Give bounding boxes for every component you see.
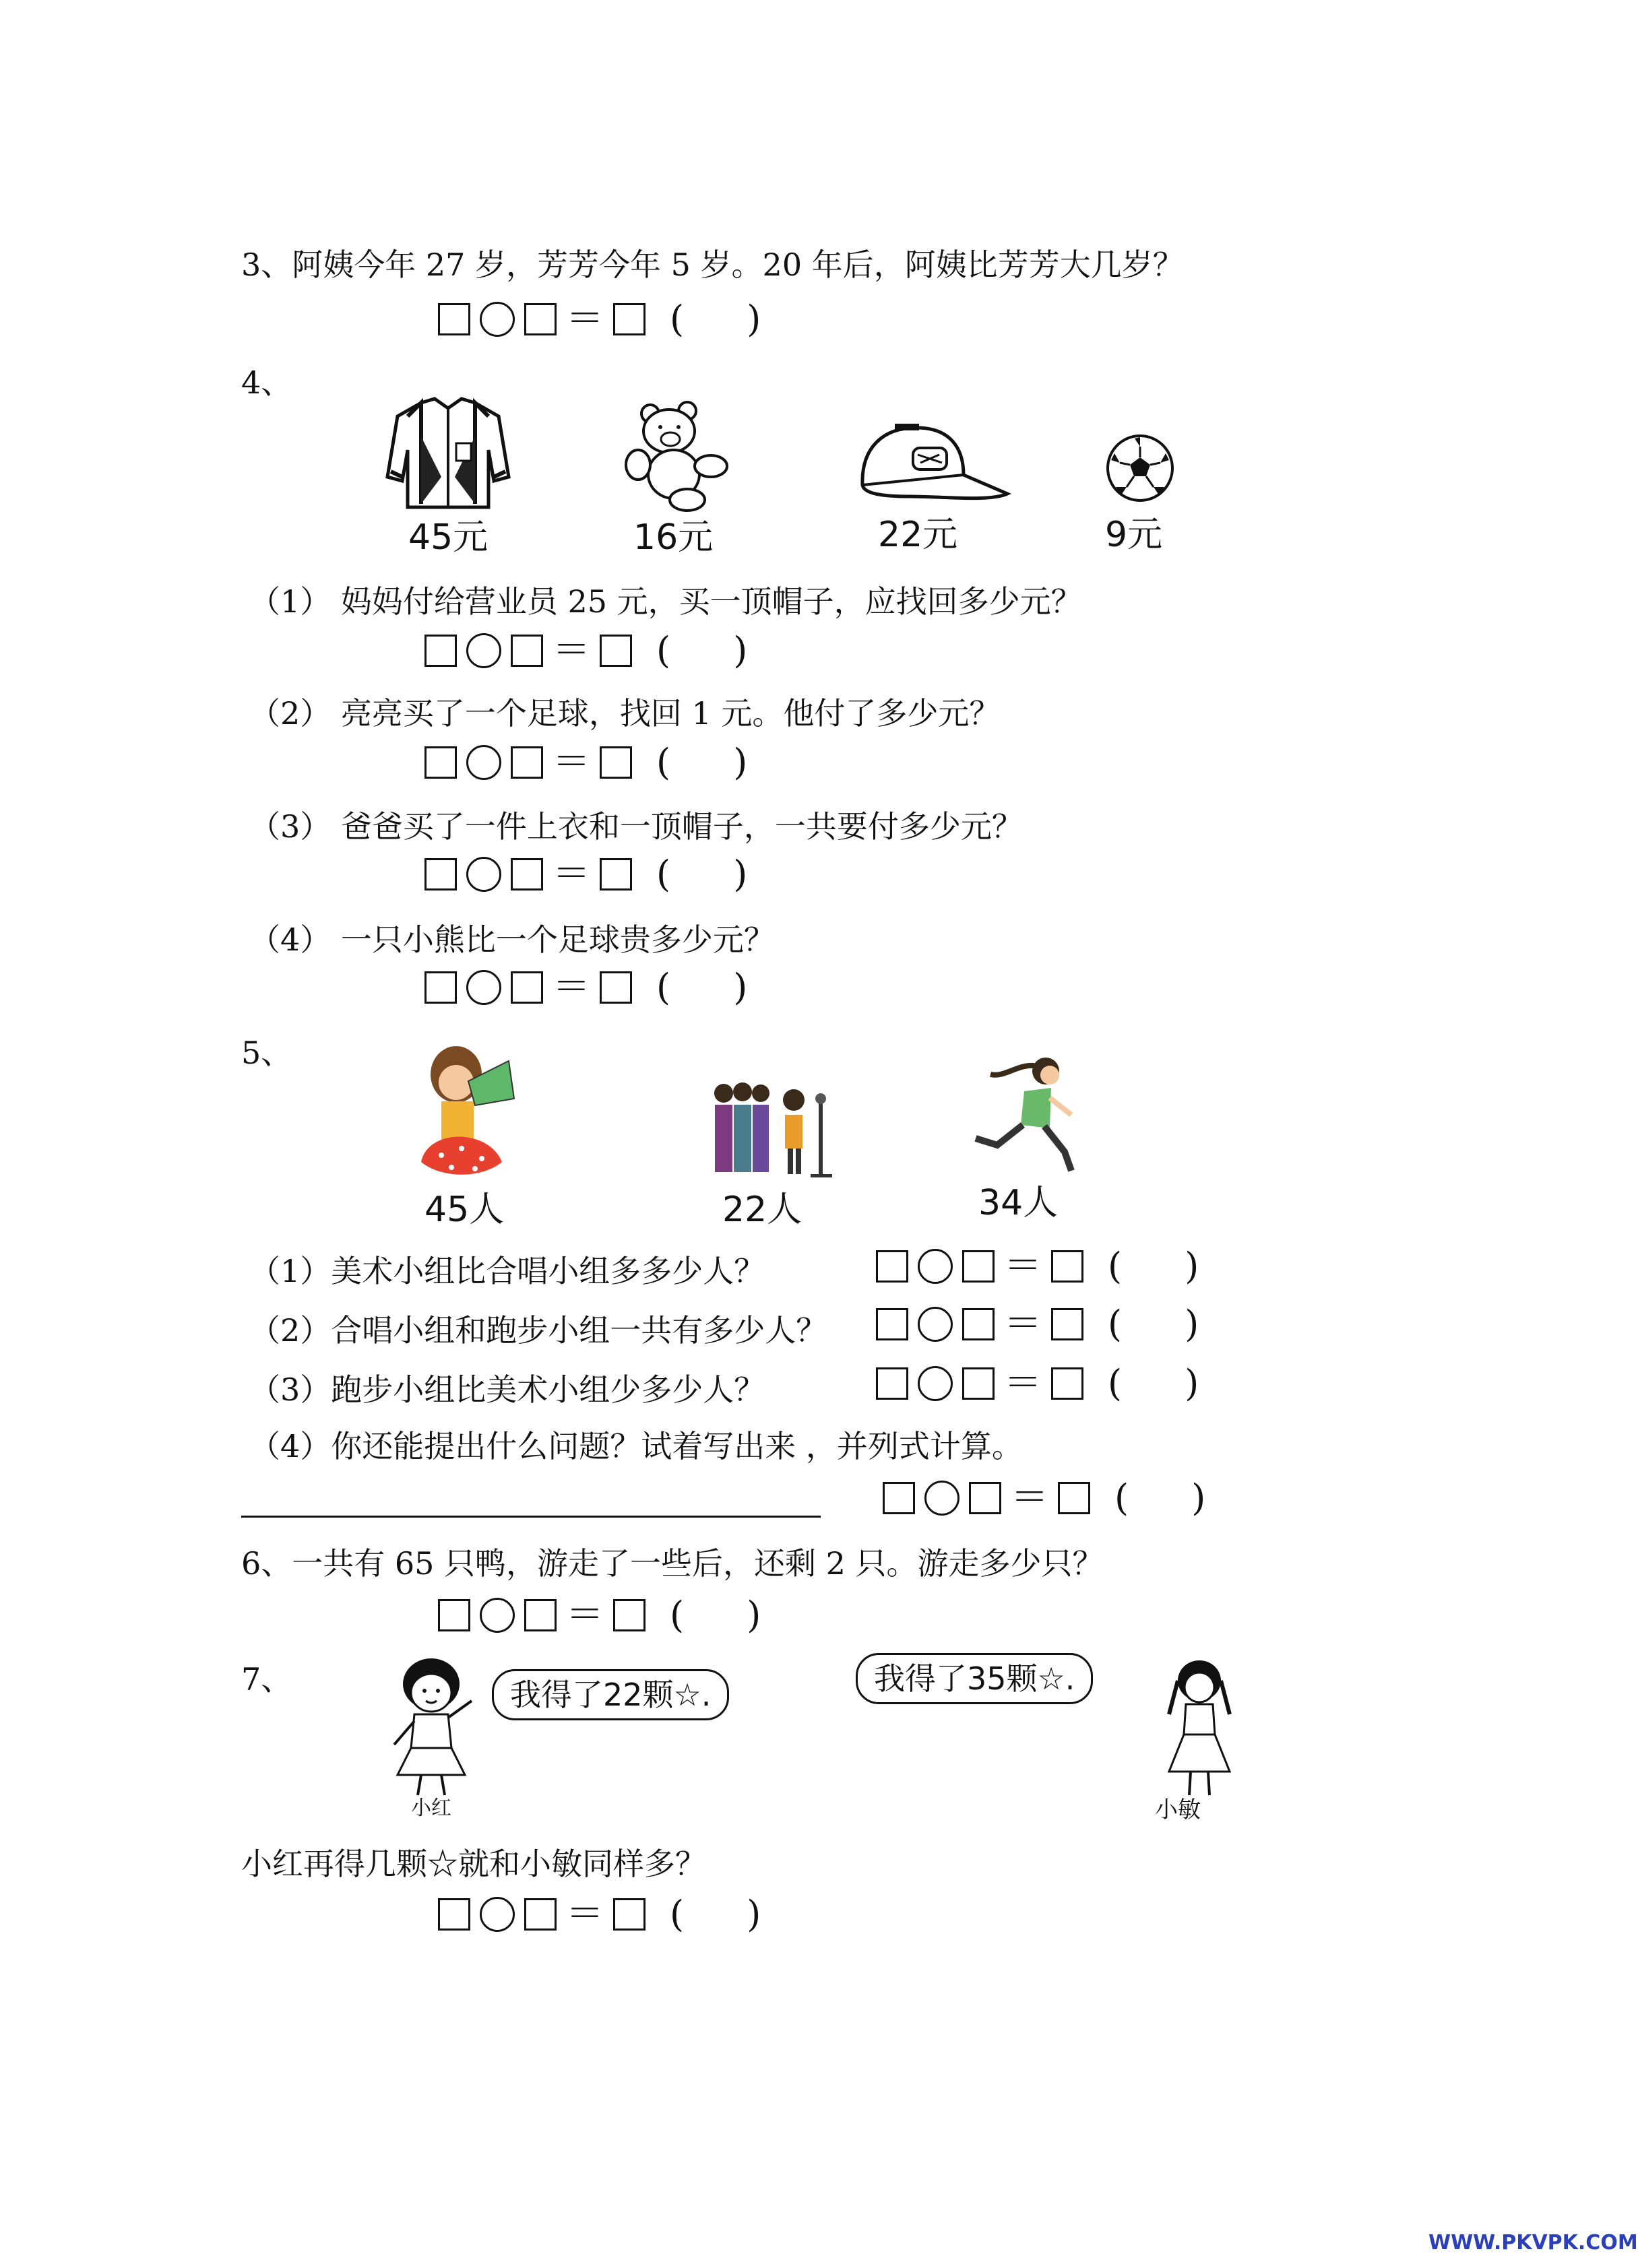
answer-box[interactable] bbox=[524, 1599, 557, 1631]
choir-icon bbox=[711, 1074, 856, 1179]
soccer-ball-icon bbox=[1105, 433, 1175, 503]
answer-equation-q4-1 bbox=[424, 630, 773, 671]
question-5-2-text: （2）合唱小组和跑步小组一共有多少人？ bbox=[249, 1312, 827, 1349]
unit-parentheses[interactable]: ( ) bbox=[1114, 1477, 1232, 1519]
answer-box[interactable] bbox=[876, 1250, 908, 1283]
answer-equation-q5-3 bbox=[876, 1363, 1224, 1404]
answer-box[interactable] bbox=[969, 1482, 1001, 1514]
answer-box[interactable] bbox=[511, 858, 543, 890]
operator-circle[interactable] bbox=[918, 1307, 953, 1342]
unit-parentheses[interactable]: ( ) bbox=[1108, 1245, 1225, 1287]
xiaohong-girl-icon bbox=[377, 1654, 485, 1799]
question-5-4-text: （4）你还能提出什么问题？试着写出来 ，并列式计算。 bbox=[249, 1428, 1023, 1464]
operator-circle[interactable] bbox=[480, 1897, 515, 1932]
name-label-xiaohong: 小红 bbox=[411, 1796, 451, 1820]
answer-box[interactable] bbox=[600, 746, 632, 779]
price-jacket: 45元 bbox=[408, 517, 489, 558]
answer-equation-q7 bbox=[438, 1894, 786, 1935]
equals-sign: ＝ bbox=[553, 965, 590, 1009]
question-5-label: 5、 bbox=[241, 1035, 292, 1071]
teddy-bear-icon bbox=[623, 399, 738, 513]
answer-equation-q4-2 bbox=[424, 742, 773, 783]
unit-parentheses[interactable]: ( ) bbox=[1108, 1362, 1225, 1404]
answer-box[interactable] bbox=[438, 1898, 470, 1931]
answer-equation-q5-2 bbox=[876, 1304, 1224, 1344]
answer-box[interactable] bbox=[1051, 1308, 1083, 1340]
question-4-3-text: （3） 爸爸买了一件上衣和一顶帽子，一共要付多少元？ bbox=[249, 808, 1023, 845]
speech-bubble-xiaohong: 我得了22颗☆. bbox=[492, 1669, 729, 1720]
answer-box[interactable] bbox=[511, 971, 543, 1004]
question-3-text: 3、阿姨今年 27 岁，芳芳今年 5 岁。20 年后，阿姨比芳芳大几岁？ bbox=[241, 247, 1184, 283]
unit-parentheses[interactable]: ( ) bbox=[656, 853, 774, 895]
answer-box[interactable] bbox=[511, 746, 543, 779]
operator-circle[interactable] bbox=[466, 970, 501, 1005]
equals-sign: ＝ bbox=[566, 297, 604, 341]
price-teddy-bear: 16元 bbox=[633, 517, 714, 558]
question-7-text: 小红再得几颗☆就和小敏同样多？ bbox=[241, 1846, 706, 1882]
equals-sign: ＝ bbox=[553, 852, 590, 896]
answer-box[interactable] bbox=[424, 858, 457, 890]
equals-sign: ＝ bbox=[566, 1892, 604, 1936]
operator-circle[interactable] bbox=[480, 302, 515, 337]
name-label-xiaomin: 小敏 bbox=[1155, 1796, 1201, 1823]
count-choir-group: 22人 bbox=[722, 1190, 802, 1230]
equals-sign: ＝ bbox=[1004, 1244, 1042, 1288]
price-soccer-ball: 9元 bbox=[1105, 515, 1163, 555]
jacket-icon bbox=[381, 396, 515, 511]
operator-circle[interactable] bbox=[918, 1366, 953, 1401]
operator-circle[interactable] bbox=[466, 857, 501, 892]
answer-equation-q5-1 bbox=[876, 1246, 1224, 1287]
answer-box[interactable] bbox=[876, 1367, 908, 1400]
unit-parentheses[interactable]: ( ) bbox=[656, 741, 774, 783]
question-4-label: 4、 bbox=[241, 364, 292, 401]
equals-sign: ＝ bbox=[553, 628, 590, 672]
answer-box[interactable] bbox=[600, 858, 632, 890]
operator-circle[interactable] bbox=[924, 1481, 959, 1516]
count-art-group: 45人 bbox=[424, 1190, 505, 1230]
question-5-3-text: （3）跑步小组比美术小组少多少人？ bbox=[249, 1371, 765, 1408]
cap-icon bbox=[856, 421, 1011, 505]
answer-box[interactable] bbox=[438, 1599, 470, 1631]
equals-sign: ＝ bbox=[553, 740, 590, 784]
question-4-2-text: （2） 亮亮买了一个足球，找回 1 元。他付了多少元？ bbox=[249, 695, 1001, 732]
question-4-1-text: （1） 妈妈付给营业员 25 元，买一顶帽子，应找回多少元？ bbox=[249, 583, 1082, 620]
footer-url: WWW.PKVPK.COM bbox=[1428, 2231, 1638, 2255]
answer-equation-q4-3 bbox=[424, 854, 773, 895]
operator-circle[interactable] bbox=[480, 1598, 515, 1633]
answer-box[interactable] bbox=[424, 971, 457, 1004]
equals-sign: ＝ bbox=[566, 1593, 604, 1637]
unit-parentheses[interactable]: ( ) bbox=[1108, 1303, 1225, 1345]
answer-box[interactable] bbox=[424, 746, 457, 779]
operator-circle[interactable] bbox=[466, 633, 501, 668]
unit-parentheses[interactable]: ( ) bbox=[656, 966, 774, 1008]
unit-parentheses[interactable]: ( ) bbox=[670, 298, 787, 340]
speech-bubble-xiaomin: 我得了35颗☆. bbox=[856, 1653, 1093, 1704]
answer-box[interactable] bbox=[883, 1482, 915, 1514]
write-question-line[interactable] bbox=[241, 1516, 821, 1518]
running-girl-icon bbox=[970, 1051, 1085, 1175]
price-cap: 22元 bbox=[878, 515, 958, 555]
equals-sign: ＝ bbox=[1011, 1476, 1048, 1520]
answer-box[interactable] bbox=[613, 1898, 645, 1931]
answer-box[interactable] bbox=[962, 1250, 995, 1283]
answer-box[interactable] bbox=[962, 1367, 995, 1400]
xiaomin-girl-icon bbox=[1156, 1654, 1243, 1799]
answer-equation-q6 bbox=[438, 1595, 786, 1635]
art-girl-icon bbox=[408, 1041, 522, 1189]
answer-box[interactable] bbox=[511, 635, 543, 667]
operator-circle[interactable] bbox=[466, 745, 501, 780]
unit-parentheses[interactable]: ( ) bbox=[656, 629, 774, 672]
answer-box[interactable] bbox=[613, 303, 645, 335]
answer-box[interactable] bbox=[600, 635, 632, 667]
unit-parentheses[interactable]: ( ) bbox=[670, 1893, 787, 1935]
count-running-group: 34人 bbox=[978, 1183, 1059, 1223]
question-6-text: 6、一共有 65 只鸭，游走了一些后，还剩 2 只。游走多少只？ bbox=[241, 1545, 1104, 1582]
question-7-label: 7、 bbox=[241, 1661, 292, 1697]
answer-box[interactable] bbox=[600, 971, 632, 1004]
answer-equation-q3 bbox=[438, 299, 786, 339]
answer-box[interactable] bbox=[1051, 1367, 1083, 1400]
answer-equation-q5-4 bbox=[883, 1478, 1231, 1518]
question-5-1-text: （1）美术小组比合唱小组多多少人？ bbox=[249, 1253, 765, 1289]
answer-equation-q4-4 bbox=[424, 967, 773, 1008]
equals-sign: ＝ bbox=[1004, 1361, 1042, 1405]
unit-parentheses[interactable]: ( ) bbox=[670, 1594, 787, 1636]
answer-box[interactable] bbox=[962, 1308, 995, 1340]
answer-box[interactable] bbox=[1051, 1250, 1083, 1283]
answer-box[interactable] bbox=[524, 1898, 557, 1931]
answer-box[interactable] bbox=[613, 1599, 645, 1631]
answer-box[interactable] bbox=[524, 303, 557, 335]
question-4-4-text: （4） 一只小熊比一个足球贵多少元？ bbox=[249, 921, 775, 958]
answer-box[interactable] bbox=[438, 303, 470, 335]
answer-box[interactable] bbox=[1058, 1482, 1090, 1514]
operator-circle[interactable] bbox=[918, 1249, 953, 1284]
answer-box[interactable] bbox=[876, 1308, 908, 1340]
equals-sign: ＝ bbox=[1004, 1302, 1042, 1346]
answer-box[interactable] bbox=[424, 635, 457, 667]
